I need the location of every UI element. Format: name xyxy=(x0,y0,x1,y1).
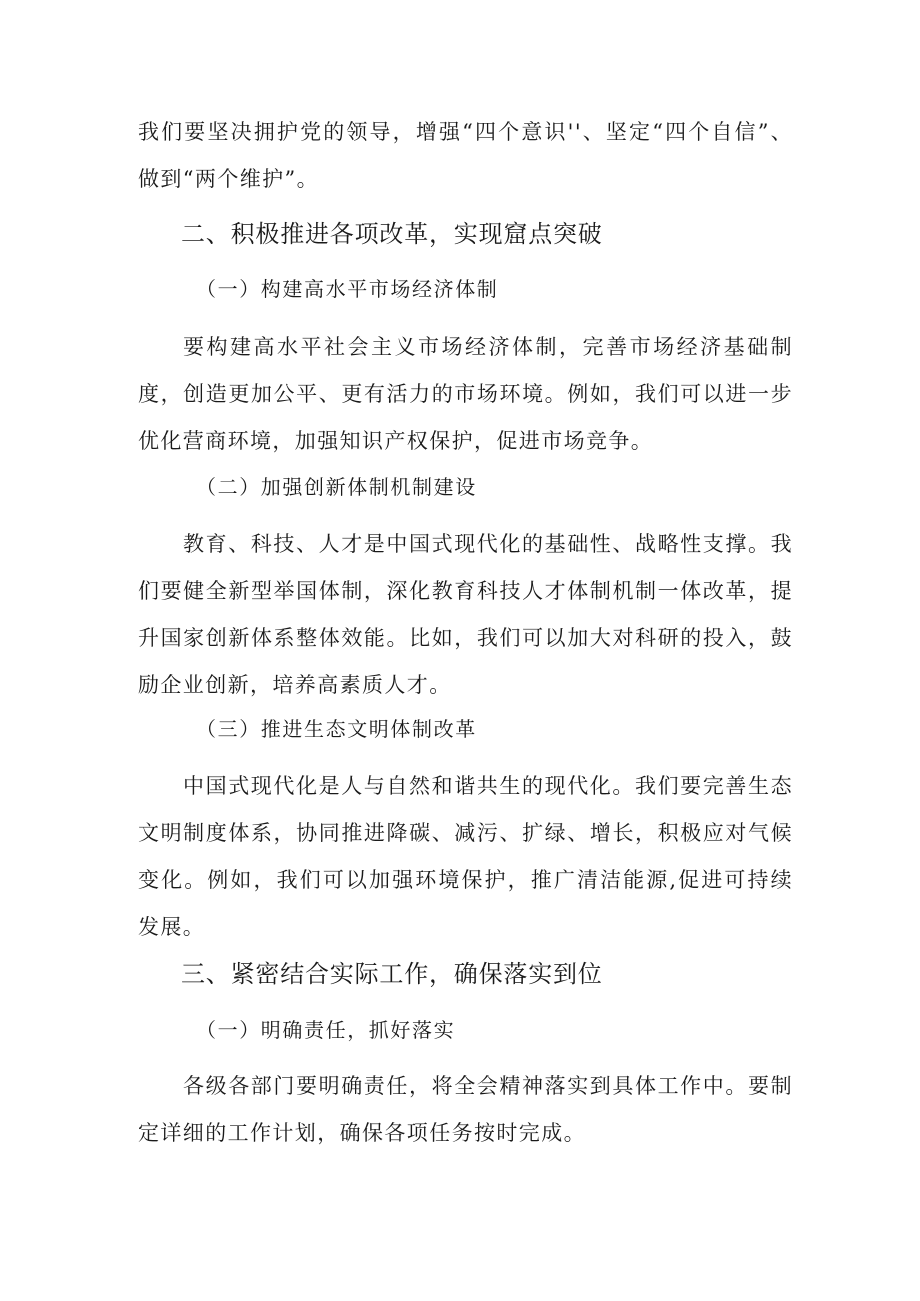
subheading-ecology: （三）推进生态文明体制改革 xyxy=(196,717,477,741)
subheading-market-economy: （一）构建高水平市场经济体制 xyxy=(196,277,499,301)
section-heading-reform: 二、积极推进各项改革，实现窟点突破 xyxy=(181,220,603,248)
paragraph-responsibility: 各级各部门要明确责任，将全会精神落实到具体工作中。要制定详细的工作计划，确保各项任务按时完成。 xyxy=(138,1074,793,1145)
paragraph-leadership: 我们要坚决拥护党的领导，增强“四个意识''、坚定“四个自信”、做到“两个维护”。 xyxy=(138,120,793,191)
paragraph-innovation: 教育、科技、人才是中国式现代化的基础性、战略性支撑。我们要健全新型举国体制，深化教育科技人才体制机制一体改革，提升国家创新体系整体效能。比如，我们可以加大对科研的投入，鼓励企业创新，培养高素质人才。 xyxy=(138,532,793,697)
paragraph-market-economy: 要构建高水平社会主义市场经济体制，完善市场经济基础制度，创造更加公平、更有活力的市场环境。例如，我们可以进一步优化营商环境，加强知识产权保护，促进市场竞争。 xyxy=(138,335,793,453)
subheading-innovation: （二）加强创新体制机制建设 xyxy=(196,475,477,499)
subheading-responsibility: （一）明确责任，抓好落实 xyxy=(196,1018,456,1042)
section-heading-implementation: 三、紧密结合实际工作，确保落实到位 xyxy=(181,960,603,988)
paragraph-ecology: 中国式现代化是人与自然和谐共生的现代化。我们要完善生态文明制度体系，协同推进降碳、减污、扩绿、增长，积极应对气候变化。例如，我们可以加强环境保护，推广清洁能源,促进可持续发展。 xyxy=(138,774,793,939)
